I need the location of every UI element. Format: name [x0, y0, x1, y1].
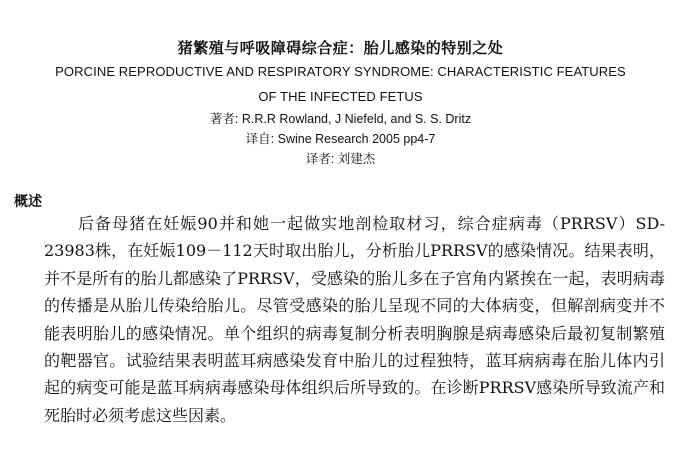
- abstract-heading: 概述: [14, 194, 42, 210]
- abstract-body: 后备母猪在妊娠90并和她一起做实地剖检取材习，综合症病毒（PRRSV）SD-23983株，在妊娠109－112天时取出胎儿，分析胎儿PRRSV的感染情况。结果表明，并不是所有的胎儿都感染了PRRSV，受感染的胎儿多在子宫角内紧挨在一起，表明病毒的传播是从胎儿传染给胎儿。尽管受感染的胎儿呈现不同的大体病变，但解剖病变并不能表明胎儿的感染情况。单个组织的病毒复制分析表明胸腺是病毒感染后最初复制繁殖的靶器官。试验结果表明蓝耳病感染发育中胎儿的过程独特，蓝耳病病毒在胎儿体内引起的病变可能是蓝耳病病毒感染母体组织后所导致的。在诊断PRRSV感染所导致流产和死胎时必须考虑这些因素。: [44, 214, 665, 425]
- title-chinese: 猪繁殖与呼吸障碍综合症：胎儿感染的特别之处: [177, 39, 504, 57]
- authors-line: 著者: R.R.R Rowland, J Niefeld, and S. S. Dritz: [209, 112, 472, 126]
- article-header: [0, 37, 681, 169]
- title-english-line-1: PORCINE REPRODUCTIVE AND RESPIRATORY SYNDROME: CHARACTERISTIC FEATURES: [55, 64, 626, 79]
- translator-line: 译者: 刘建杰: [305, 152, 376, 166]
- source-line: 译自: Swine Research 2005 pp4-7: [245, 132, 436, 146]
- title-english-line-2: OF THE INFECTED FETUS: [258, 89, 423, 104]
